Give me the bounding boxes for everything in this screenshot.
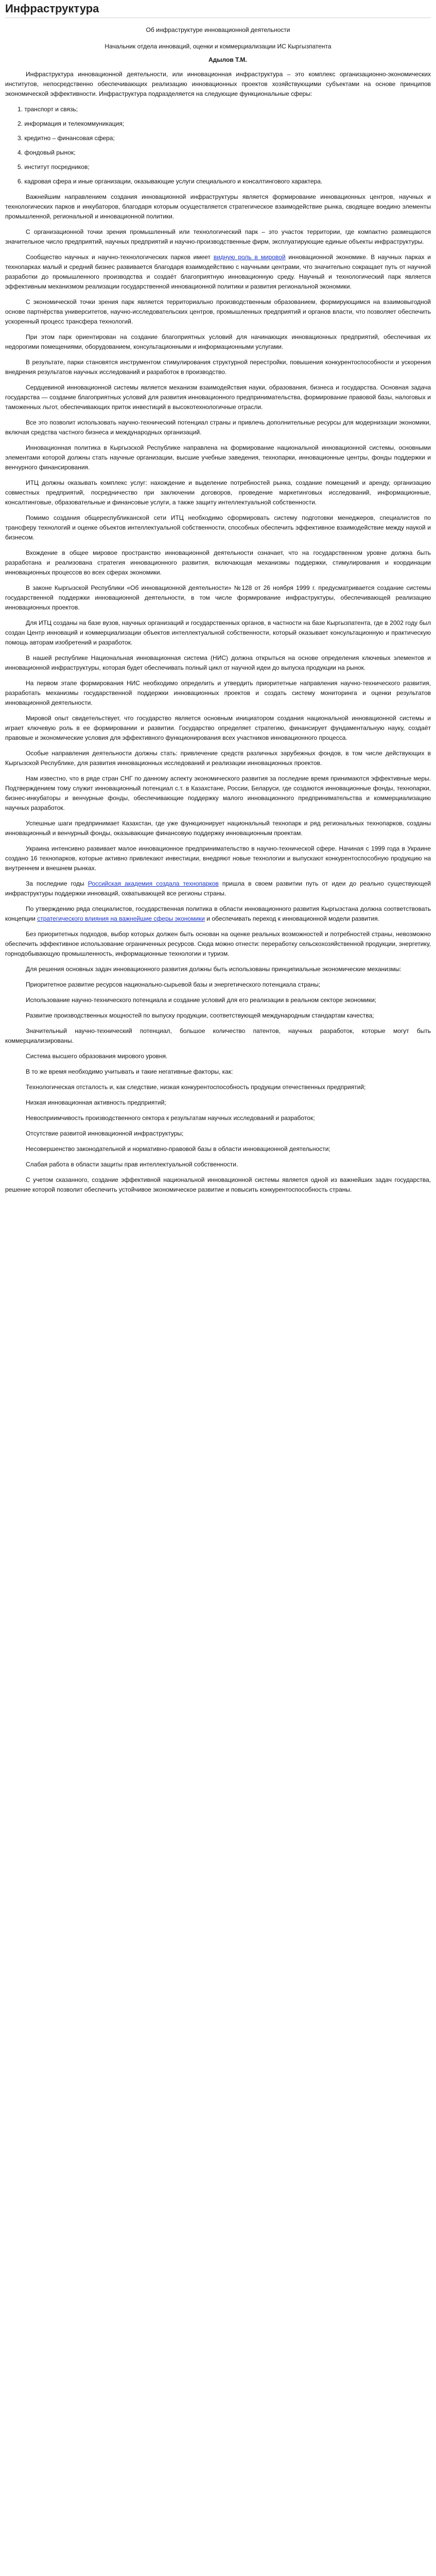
paragraph-17: На первом этапе формирования НИС необходимо определить и утвердить приоритетные направления научно-технического развития, разработать механизмы государственной поддержки инновационных проектов и создать систему мониторинга и оценки результатов инновационной деятельности.: [5, 680, 431, 706]
page-heading: Инфраструктура: [5, 2, 431, 18]
paragraph-23: [5, 879, 431, 899]
paragraph-26: Для решения основных задач инновационного развития должны быть использованы принципиальные экономические механизмы:: [26, 965, 402, 973]
paragraph-1: Инфраструктура инновационной деятельности, или инновационная инфраструктура – это комплекс организационно-экономических институтов, непосредственно обеспечивающих реализацию инновационных проектов хозяйствующими субъектами на основе принципов экономической эффективности. Инфраструктура подразделяется на следующие функциональные сферы:: [5, 71, 431, 97]
inline-link-science-parks[interactable]: видную роль в мировой: [213, 253, 286, 261]
list-item: 5. институт посредников;: [18, 163, 90, 171]
paragraph-2: Важнейшим направлением создания инновационной инфраструктуры является формирование инновационных центров, научных и технологических парков и инкубаторов, благодаря которым осуществляется стратегическое взаимодействие рынка, сводящее воедино элементы промышленной, региональной и инновационной политики.: [5, 193, 431, 220]
paragraph-37: Несовершенство законодательной и нормативно-правовой базы в области инновационной деятельности;: [26, 1145, 330, 1153]
paragraph-7: В результате, парки становятся инструментом стимулирования структурной перестройки, повышения конкурентоспособности и ускорения внедрения результатов научных исследований и разработок в производство.: [5, 359, 431, 376]
list-item: 4. фондовый рынок;: [18, 149, 76, 156]
paragraph-20: Нам известно, что в ряде стран СНГ по данному аспекту экономического развития за последние время принимаются эффективные меры. Подтверждением тому служит инновационный потенциал с.т. в Казахстане, России, Беларуси, где создаются инновационные фонды, технопарки, бизнес-инкубаторы и венчурные фонды, обеспечивающие поддержку малого инновационного предпринимательства и коммерциализацию научных разработок.: [5, 775, 431, 811]
document-author: Адылов Т.М.: [208, 56, 247, 63]
paragraph-8: Сердцевиной инновационной системы является механизм взаимодействия науки, образования, бизнеса и государства. Основная задача государства — создание благоприятных условий для развития инновационного предпринимательства, формирование правовой базы, налоговых и таможенных льгот, обеспечивающих приток инвестиций в высокотехнологичные отрасли.: [5, 384, 431, 411]
paragraph-34: Низкая инновационная активность предприятий;: [26, 1099, 166, 1106]
paragraph-39: С учетом сказанного, создание эффективной национальной инновационной системы является одной из важнейших задач государства, решение которой позволит обеспечить устойчивое экономическое развитие и повысить конкурентоспособность страны.: [5, 1176, 431, 1193]
paragraph-9: Все это позволит использовать научно-технический потенциал страны и привлечь дополнительные ресурсы для модернизации экономики, включая средства частного бизнеса и международных организаций.: [5, 419, 431, 436]
paragraph-4-text: Сообщество научных и научно-технологических парков имеет видную роль в мировой инновационной экономике. В научных парках и технопарках малый и средний бизнес развивается благодаря взаимодействию с научными центрами, что значительно сокращает путь от научной разработки до промышленного производства и создаёт благоприятную инновационную среду. Научный и технологический парк является эффективным механизмом реализации государственной инновационной политики и развития региональной экономики.: [5, 253, 431, 290]
paragraph-13: Вхождение в общее мировое пространство инновационной деятельности означает, что на государственном уровне должна быть разработана и реализована стратегия инновационного развития, включающая механизмы поддержки, стимулирования и координации инновационных процессов во всех сферах экономики.: [5, 549, 431, 576]
paragraph-6: При этом парк ориентирован на создание благоприятных условий для начинающих инновационных предприятий, обеспечивая их недорогими помещениями, оборудованием, консультационными и информационными услугами.: [5, 333, 431, 350]
paragraph-28: Использование научно-технического потенциала и создание условий для его реализации в реальном секторе экономики;: [26, 996, 377, 1004]
paragraph-15: Для ИТЦ созданы на базе вузов, научных организаций и государственных органов, в частности на базе Кыргызпатента, где в 2002 году был создан Центр инноваций и коммерциализации объектов интеллектуальной собственности, который оказывает консультационную и практическую помощь авторам изобретений и разработок.: [5, 619, 431, 646]
inline-link-russian-academy[interactable]: Российская академия создала технопарков: [88, 880, 219, 887]
infrastructure-list: [5, 105, 431, 187]
paragraph-35: Невосприимчивость производственного сектора к результатам научных исследований и разработок;: [26, 1114, 315, 1122]
paragraph-14: В законе Кыргызской Республики «Об инновационной деятельности» №128 от 26 ноября 1999 г. предусматривается создание системы государственной поддержки инновационной деятельности, в том числе формирование инфраструктуры, обеспечивающей реализацию инновационных проектов.: [5, 584, 431, 611]
paragraph-29: Развитие производственных мощностей по выпуску продукции, соответствующей международным стандартам качества;: [26, 1012, 374, 1019]
paragraph-30: Значительный научно-технический потенциал, большое количество патентов, научных разработок, которые могут быть коммерциализированы.: [5, 1027, 431, 1044]
paragraph-27: Приоритетное развитие ресурсов национально-сырьевой базы и энергетического потенциала страны;: [26, 981, 321, 988]
paragraph-24-text: По утверждению ряда специалистов, государственная политика в области инновационного развития Кыргызстана должна соответствовать концепции стратегического влияния на важнейшие сферы экономики и обеспечивать переход к инновационной модели развития.: [5, 905, 431, 922]
paragraph-33: Технологическая отсталость и, как следствие, низкая конкурентоспособность продукции отечественных предприятий;: [26, 1083, 366, 1091]
list-item: 1. транспорт и связь;: [18, 106, 78, 113]
paragraph-4: [5, 252, 431, 292]
paragraph-10: Инновационная политика в Кыргызской Республике направлена на формирование национальной инновационной системы, основными элементами которой должны стать научные организации, высшие учебные заведения, технопарки, инновационные центры, фонды поддержки и венчурного финансирования.: [5, 444, 431, 471]
paragraph-38: Слабая работа в области защиты прав интеллектуальной собственности.: [26, 1161, 238, 1168]
list-item: 3. кредитно – финансовая сфера;: [18, 134, 115, 142]
paragraph-23-text: За последние годы Российская академия создала технопарков пришла в своем развитии путь от идеи до реально существующей инфраструктуры поддержки инноваций, охватывающей все регионы страны.: [5, 880, 431, 897]
document-title: Об инфраструктуре инновационной деятельности: [146, 26, 290, 33]
paragraph-32: В то же время необходимо учитывать и такие негативные факторы, как:: [26, 1068, 233, 1075]
list-item: 2. информация и телекоммуникация;: [18, 120, 125, 127]
paragraph-24: [5, 904, 431, 924]
paragraph-5: С экономической точки зрения парк является территориально производственным образованием, формирующимся на взаимовыгодной основе партнёрства университетов, научно-исследовательских центров, промышленных предприятий и органов власти, что позволяет обеспечить ускоренный процесс трансфера технологий.: [5, 298, 431, 325]
paragraph-16: В нашей республике Национальная инновационная система (НИС) должна открыться на основе определения ключевых элементов и инновационной инфраструктуры, которая будет обеспечивать полный цикл от научной идеи до выпуска продукции на рынок.: [5, 654, 431, 671]
paragraph-12: Помимо создания общереспубликанской сети ИТЦ необходимо сформировать систему подготовки менеджеров, специалистов по трансферу технологий и оценке объектов интеллектуальной собственности, способных обеспечить эффективное взаимодействие между наукой и бизнесом.: [5, 514, 431, 541]
list-item: 6. кадровая сфера и иные организации, оказывающие услуги специального и консалтингового характера.: [18, 178, 323, 185]
paragraph-36: Отсутствие развитой инновационной инфраструктуры;: [26, 1130, 184, 1137]
paragraph-31: Система высшего образования мирового уровня.: [26, 1053, 168, 1060]
document-subtitle: Начальник отдела инноваций, оценки и коммерциализации ИС Кыргызпатента: [104, 43, 332, 50]
inline-link-strategic-influence[interactable]: стратегического влияния на важнейшие сферы экономики: [37, 915, 205, 922]
paragraph-21: Успешные шаги предпринимает Казахстан, где уже функционирует национальный технопарк и ряд региональных технопарков, созданы инновационный и венчурный фонды, оказывающие финансовую поддержку инновационным проектам.: [5, 820, 431, 837]
paragraph-25: Без приоритетных подходов, выбор которых должен быть основан на оценке реальных возможностей и потребностей страны, невозможно обеспечить эффективное использование ограниченных ресурсов. Сюда можно отнести: переработку сельскохозяйственной продукции, энергетику, горнодобывающую промышленность, информационные технологии и туризм.: [5, 930, 431, 957]
paragraph-3: С организационной точки зрения промышленный или технологический парк – это участок территории, где компактно размещаются значительное число предприятий, научных предприятий и научно-производственные фирм, эксплуатирующие единые объекты инфраструктуры.: [5, 228, 431, 245]
paragraph-18: Мировой опыт свидетельствует, что государство является основным инициатором создания национальной инновационной системы и играет ключевую роль в ее формировании и развитии. Государство определяет стратегию, финансирует фундаментальную науку, создаёт правовые и экономические условия для эффективного функционирования всех участников инновационного процесса.: [5, 715, 431, 741]
paragraph-22: Украина интенсивно развивает малое инновационное предпринимательство в научно-технической сфере. Начиная с 1999 года в Украине создано 16 технопарков, которые активно привлекают инвестиции, внедряют новые технологии и выпускают конкурентоспособную продукцию на внутреннем и внешнем рынках.: [5, 845, 431, 872]
paragraph-19: Особые направления деятельности должны стать: привлечение средств различных зарубежных фондов, в том числе действующих в Кыргызской Республике, для развития инновационных исследований и реализации инновационных проектов.: [5, 750, 431, 767]
paragraph-11: ИТЦ должны оказывать комплекс услуг: нахождение и выделение потребностей рынка, создание помещений и аренду, организацию совместных предприятий, посредничество при заключении договоров, проведение маркетинговых исследований, информационные, консалтинговые, образовательные и финансовые услуги, а также защиту интеллектуальной собственности.: [5, 479, 431, 506]
